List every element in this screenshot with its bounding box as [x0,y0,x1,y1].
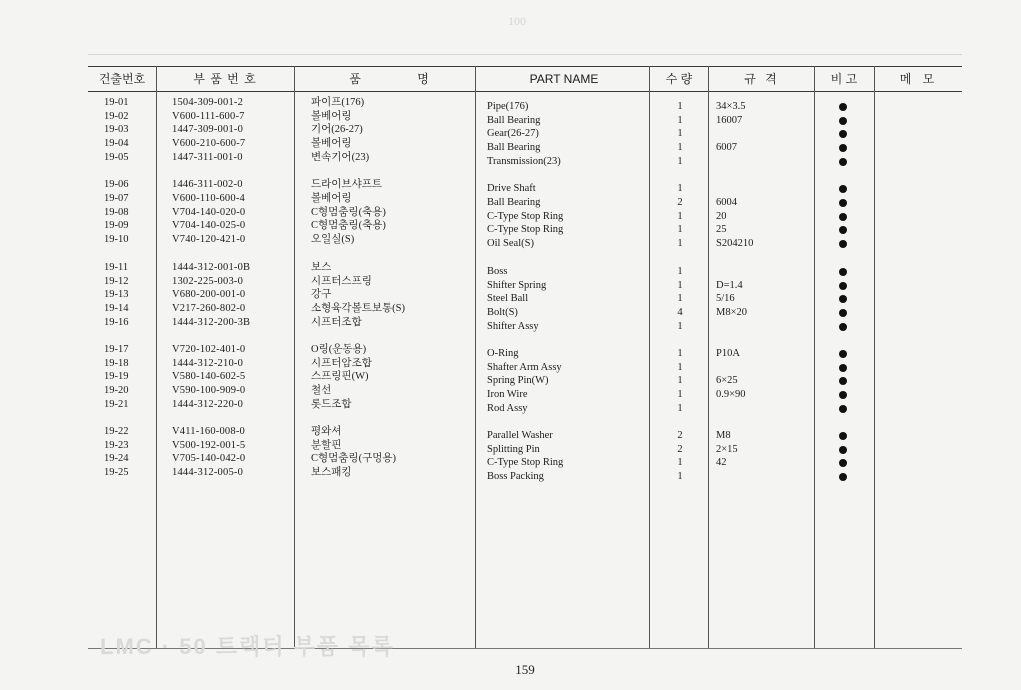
korean-name: 볼베어링 [311,193,352,204]
part-name: Rod Assy [487,402,528,414]
specification: M8 [716,430,731,441]
faint-top-number: 100 [508,14,526,28]
part-name: Bolt(S) [487,307,518,318]
page-number: 159 [515,662,535,677]
remark-dot [839,240,847,248]
korean-name: 변속기어(23) [311,151,370,163]
specification: 42 [716,457,727,468]
remark-dot [839,158,847,166]
specification [716,361,806,375]
header-part-no: 부 품 번 호 [193,72,257,86]
header-spec: 규 격 [744,72,780,86]
specification [716,182,806,196]
specification: 25 [716,224,727,235]
row-number: 19-12 [104,275,129,287]
part-name: Shafter Arm Assy [487,361,562,373]
part-number: 1444-312-005-0 [172,467,244,478]
part-name: Gear(26-27) [487,128,539,139]
remark-dot [839,459,847,467]
row-number: 19-22 [104,426,129,437]
part-name: Shifter Assy [487,320,539,332]
quantity: 1 [677,389,683,400]
quantity: 1 [677,128,683,139]
row-number: 19-24 [104,453,129,464]
part-number: V411-160-008-0 [172,426,245,437]
quantity: 1 [677,279,683,291]
header-kor-name-1: 품 [349,72,361,86]
row-number: 19-11 [104,261,129,273]
remark-dot [839,268,847,276]
part-name: C-Type Stop Ring [487,210,564,222]
col-divider-2 [294,66,295,648]
row-number: 19-14 [104,303,129,314]
quantity: 1 [677,348,683,359]
faint-footer-text: LMC · 50 트랙터 부품 목록 [100,634,395,659]
row-number: 19-25 [104,467,129,478]
remark-dot [839,282,847,290]
header-part-name: PART NAME [529,72,599,86]
part-name: Boss [487,265,508,277]
korean-name: 분할핀 [311,440,342,451]
part-name: Parallel Washer [487,430,553,441]
korean-name: 볼베어링 [311,138,352,149]
specification: 6×25 [716,375,738,386]
part-number: V705-140-042-0 [172,453,246,464]
part-name: Transmission(23) [487,155,561,167]
specification: 34×3.5 [716,101,746,112]
header-remark: 비 고 [830,72,858,86]
quantity: 1 [677,293,683,304]
korean-name: 시프터조합 [311,316,362,328]
part-name: Splitting Pin [487,444,540,455]
part-number: 1444-312-001-0B [172,261,251,273]
col-divider-4 [649,66,650,648]
part-name: Ball Bearing [487,197,541,208]
remark-dot [839,432,847,440]
remark-dot [839,226,847,234]
col-divider-3 [475,66,476,648]
part-number: 1302-225-003-0 [172,275,244,287]
part-number: V500-192-001-5 [172,440,246,451]
specification [716,127,806,141]
part-number: 1504-309-001-2 [172,97,244,108]
korean-name: 파이프(176) [311,97,365,108]
remark-dot [839,185,847,193]
specification: S204210 [716,238,754,249]
quantity: 1 [677,210,683,222]
part-number: V580-140-602-5 [172,371,246,382]
part-name: C-Type Stop Ring [487,224,564,235]
specification: D=1.4 [716,279,743,291]
remark-dot [839,364,847,372]
quantity: 4 [677,307,683,318]
row-number: 19-02 [104,110,129,122]
quantity: 1 [677,402,683,414]
row-number: 19-05 [104,151,129,163]
row-number: 19-09 [104,220,129,231]
quantity: 1 [677,457,683,468]
part-name: Steel Ball [487,293,529,304]
quantity: 1 [677,375,683,386]
col-divider-1 [156,66,157,648]
part-number: 1447-309-001-0 [172,124,244,135]
part-name: Pipe(176) [487,101,529,112]
row-number: 19-08 [104,206,129,218]
row-number: 19-03 [104,124,129,135]
korean-name: 보스 [311,261,332,273]
quantity: 2 [677,444,683,455]
remark-dot [839,103,847,111]
row-number: 19-04 [104,138,129,149]
quantity: 1 [677,320,683,332]
header-qty: 수 량 [665,72,693,86]
specification: 16007 [716,114,743,126]
part-number: 1444-312-210-0 [172,357,244,369]
part-name: Ball Bearing [487,114,541,126]
col-divider-6 [814,66,815,648]
korean-name: 드라이브샤프트 [311,179,383,190]
part-number: 1444-312-220-0 [172,398,244,410]
remark-dot [839,391,847,399]
remark-dot [839,446,847,454]
korean-name: 볼베어링 [311,110,352,122]
row-number: 19-23 [104,440,129,451]
korean-name: 시프터암조합 [311,357,372,369]
row-number: 19-18 [104,357,129,369]
part-number: 1444-312-200-3B [172,316,251,328]
specification [716,265,806,279]
specification [716,402,806,416]
row-number: 19-17 [104,344,129,355]
row-number: 19-10 [104,234,129,245]
korean-name: 롯드조합 [311,398,352,410]
row-number: 19-16 [104,316,129,328]
korean-name: C형멈춤링(구멍용) [311,453,396,464]
korean-name: 강구 [311,289,332,300]
remark-dot [839,350,847,358]
remark-dot [839,213,847,221]
col-divider-7 [874,66,875,648]
header-top-rule [88,66,962,67]
korean-name: C형멈춤링(축용) [311,206,386,218]
remark-dot [839,144,847,152]
part-number: V600-111-600-7 [172,110,245,122]
row-number: 19-19 [104,371,129,382]
part-number: V600-210-600-7 [172,138,246,149]
specification: 0.9×90 [716,389,746,400]
specification [716,320,806,334]
quantity: 1 [677,471,683,482]
quantity: 1 [677,183,683,194]
header-kor-name-2: 명 [417,72,429,86]
row-number: 19-20 [104,385,129,396]
part-number: V740-120-421-0 [172,234,246,245]
row-number: 19-07 [104,193,129,204]
specification: 5/16 [716,293,735,304]
specification: 20 [716,210,727,222]
korean-name: 오일실(S) [311,234,355,245]
quantity: 2 [677,197,683,208]
specification: M8×20 [716,307,748,318]
remark-dot [839,130,847,138]
header-memo: 메 모 [899,72,939,86]
row-number: 19-21 [104,398,129,410]
part-name: O-Ring [487,348,519,359]
part-number: V600-110-600-4 [172,193,245,204]
korean-name: 시프터스프링 [311,275,372,287]
row-number: 19-13 [104,289,129,300]
header-bottom-rule [88,91,962,92]
part-number: V590-100-909-0 [172,385,246,396]
quantity: 1 [677,361,683,373]
specification [716,155,806,169]
remark-dot [839,323,847,331]
part-name: Iron Wire [487,389,528,400]
quantity: 1 [677,101,683,112]
quantity: 1 [677,238,683,249]
specification [716,470,806,484]
remark-dot [839,309,847,317]
specification: 6004 [716,197,737,208]
korean-name: 기어(26-27) [311,124,363,135]
specification: 6007 [716,142,737,153]
header-no: 건출번호 [98,72,146,86]
remark-dot [839,117,847,125]
quantity: 1 [677,224,683,235]
korean-name: 소형육각볼트보통(S) [311,303,405,314]
row-number: 19-01 [104,97,129,108]
part-number: 1447-311-001-0 [172,151,243,163]
remark-dot [839,473,847,481]
quantity: 1 [677,155,683,167]
part-name: Boss Packing [487,471,544,482]
part-number: 1446-311-002-0 [172,179,243,190]
part-number: V680-200-001-0 [172,289,246,300]
row-number: 19-06 [104,179,129,190]
part-name: Shifter Spring [487,279,547,291]
korean-name: O링(운동용) [311,344,367,355]
quantity: 1 [677,142,683,153]
part-number: V704-140-025-0 [172,220,246,231]
remark-dot [839,199,847,207]
korean-name: 평와셔 [311,426,342,437]
specification: P10A [716,348,740,359]
part-name: Ball Bearing [487,142,541,153]
remark-dot [839,405,847,413]
part-number: V217-260-802-0 [172,303,246,314]
quantity: 1 [677,114,683,126]
part-name: Oil Seal(S) [487,238,534,249]
part-number: V704-140-020-0 [172,206,246,218]
korean-name: 보스패킹 [311,467,352,478]
specification: 2×15 [716,444,738,455]
korean-name: 철선 [311,385,332,396]
col-divider-5 [708,66,709,648]
part-name: C-Type Stop Ring [487,457,564,468]
part-number: V720-102-401-0 [172,344,246,355]
korean-name: 스프링핀(W) [311,371,369,382]
remark-dot [839,377,847,385]
remark-dot [839,295,847,303]
quantity: 1 [677,265,683,277]
part-name: Drive Shaft [487,183,536,194]
korean-name: C형멈춤링(축용) [311,220,386,231]
quantity: 2 [677,430,683,441]
part-name: Spring Pin(W) [487,375,549,386]
